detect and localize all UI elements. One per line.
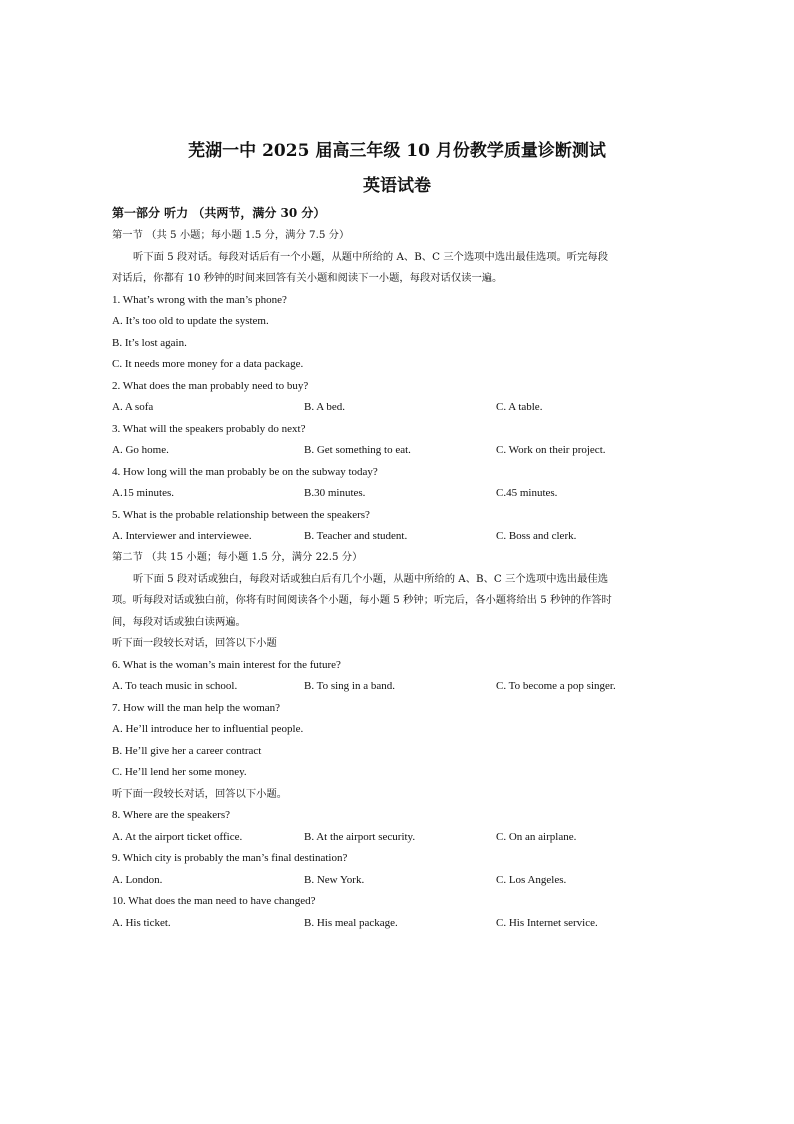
section2-instruction-line: 听下面 5 段对话或独白，每段对话或独白后有几个小题，从题中所给的 A、B、C 三个选项中选出最佳选 — [133, 573, 608, 585]
question-stem: 6. What is the woman’s main interest for the future? — [112, 659, 341, 671]
answer-option: B. To sing in a band. — [304, 680, 395, 692]
section1-heading: 第一节 （共 5 小题；每小题 1.5 分，满分 7.5 分） — [112, 229, 350, 241]
answer-option: A. At the airport ticket office. — [112, 831, 243, 843]
answer-option: B. Get something to eat. — [304, 444, 411, 456]
question-stem: 2. What does the man probably need to buy? — [112, 380, 309, 392]
question-stem: 5. What is the probable relationship between the speakers? — [112, 509, 370, 521]
question-stem: 10. What does the man need to have changed? — [112, 895, 316, 907]
answer-option: C. His Internet service. — [496, 917, 598, 929]
answer-option: C. To become a pop singer. — [496, 680, 616, 692]
section1-instruction-line: 听下面 5 段对话。每段对话后有一个小题，从题中所给的 A、B、C 三个选项中选出最佳选项。听完每段 — [133, 251, 608, 263]
exam-subtitle: 英语试卷 — [363, 176, 431, 196]
answer-option: B. He’ll give her a career contract — [112, 745, 262, 757]
answer-option: C. Work on their project. — [496, 444, 606, 456]
answer-option: C. Boss and clerk. — [496, 530, 577, 542]
dialog-note: 听下面一段较长对话，回答以下小题。 — [112, 788, 288, 800]
question-stem: 8. Where are the speakers? — [112, 809, 230, 821]
question-stem: 4. How long will the man probably be on the subway today? — [112, 466, 378, 478]
answer-option: A. To teach music in school. — [112, 680, 238, 692]
answer-option: C. He’ll lend her some money. — [112, 766, 247, 778]
section2-instruction-line: 间，每段对话或独白读两遍。 — [112, 616, 246, 628]
question-stem: 1. What’s wrong with the man’s phone? — [112, 294, 287, 306]
answer-option: A. A sofa — [112, 401, 154, 413]
answer-option: C. A table. — [496, 401, 543, 413]
question-stem: 3. What will the speakers probably do next? — [112, 423, 306, 435]
section1-instruction-line: 对话后，你都有 10 秒钟的时间来回答有关小题和阅读下一小题，每段对话仅读一遍。 — [112, 272, 503, 284]
answer-option: B. A bed. — [304, 401, 345, 413]
answer-option: B. Teacher and student. — [304, 530, 408, 542]
part1-heading: 第一部分 听力 （共两节，满分 30 分） — [112, 206, 326, 220]
answer-option: B. It’s lost again. — [112, 337, 187, 349]
answer-option: C. Los Angeles. — [496, 874, 567, 886]
answer-option: A. It’s too old to update the system. — [112, 315, 269, 327]
exam-title: 芜湖一中 2025 届高三年级 10 月份教学质量诊断测试 — [188, 141, 606, 161]
answer-option: A.15 minutes. — [112, 487, 175, 499]
answer-option: A. His ticket. — [112, 917, 171, 929]
answer-option: C. On an airplane. — [496, 831, 577, 843]
answer-option: B.30 minutes. — [304, 487, 366, 499]
dialog-note: 听下面一段较长对话，回答以下小题 — [112, 637, 277, 649]
section2-heading: 第二节 （共 15 小题；每小题 1.5 分，满分 22.5 分） — [112, 551, 363, 563]
answer-option: B. At the airport security. — [304, 831, 416, 843]
answer-option: B. His meal package. — [304, 917, 398, 929]
question-stem: 7. How will the man help the woman? — [112, 702, 281, 714]
answer-option: B. New York. — [304, 874, 365, 886]
section2-instruction-line: 项。听每段对话或独白前，你将有时间阅读各个小题，每小题 5 秒钟；听完后，各小题将给出 5 秒钟的作答时 — [112, 594, 612, 606]
answer-option: C.45 minutes. — [496, 487, 558, 499]
answer-option: A. He’ll introduce her to influential people. — [112, 723, 304, 735]
question-stem: 9. Which city is probably the man’s final destination? — [112, 852, 348, 864]
answer-option: A. Interviewer and interviewee. — [112, 530, 252, 542]
answer-option: C. It needs more money for a data package. — [112, 358, 304, 370]
answer-option: A. Go home. — [112, 444, 169, 456]
answer-option: A. London. — [112, 874, 163, 886]
